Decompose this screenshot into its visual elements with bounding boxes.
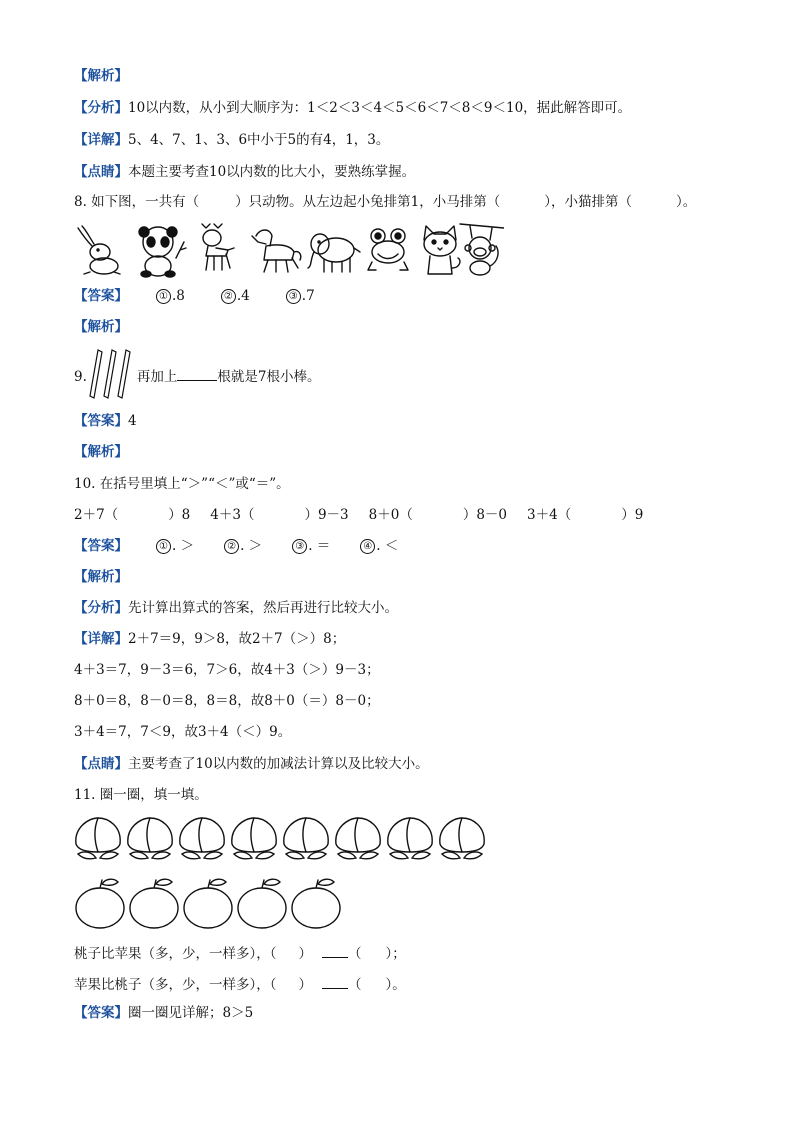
apple-icon	[184, 879, 232, 928]
q8-jiexi: 【解析】	[74, 319, 128, 335]
frog-icon	[368, 229, 408, 270]
peach-icon	[232, 818, 276, 859]
stick-icon	[104, 350, 116, 398]
q9-jiexi: 【解析】	[74, 444, 128, 460]
q10-exprs: 2＋7（ ）8 4＋3（ ）9－3 8＋0（ ）8－0 3＋4（ ）9	[74, 507, 644, 523]
apples-row	[74, 876, 354, 932]
q10-xiangjie-line: 8＋0＝8，8－0＝8，8＝8，故8＋0（＝）8－0；	[74, 693, 380, 709]
q7-jiexi: 【解析】	[74, 68, 128, 84]
q10-title: 10. 在括号里填上“＞”“＜”或“＝”。	[74, 476, 290, 492]
q9-question: 9. 再加上 根就是7根小棒。	[74, 366, 320, 386]
q7-dianjing: 【点睛】本题主要考查10以内数的比大小，要熟练掌握。	[74, 164, 416, 180]
q8-question: 8. 如下图，一共有（ ）只动物。从左边起小兔排第1，小马排第（ ），小猫排第（ ）。	[74, 194, 697, 210]
q11-title: 11. 圈一圈，填一填。	[74, 787, 208, 803]
peach-icon	[388, 818, 432, 859]
q10-dianjing: 【点睛】主要考查了10以内数的加减法计算以及比较大小。	[74, 756, 429, 772]
peach-icon	[128, 818, 172, 859]
peach-icon	[180, 818, 224, 859]
stick-icon	[118, 350, 130, 398]
deer-icon	[202, 224, 234, 270]
q7-fenxi: 【分析】10以内数，从小到大顺序为：1＜2＜3＜4＜5＜6＜7＜8＜9＜10，据此解答即可。	[74, 100, 632, 116]
peach-icon	[76, 818, 120, 859]
q8-answer: 【答案】 ① .8 ② .4 ③ .7	[74, 288, 315, 304]
q11-answer: 【答案】圈一圈见详解；8＞5	[74, 1005, 254, 1021]
q10-xiangjie-line: 4＋3＝7，9－3＝6，7＞6，故4＋3（＞）9－3；	[74, 662, 380, 678]
sticks-illustration	[88, 348, 134, 400]
horse-icon	[252, 230, 301, 272]
cat-icon	[424, 226, 460, 274]
q10-jiexi: 【解析】	[74, 569, 128, 585]
monkey-icon	[460, 224, 504, 275]
stick-icon	[90, 350, 102, 398]
q10-answer: 【答案】 ① . ＞ ② . ＞ ③ . ＝ ④ . ＜	[74, 538, 399, 554]
q11-line1: 桃子比苹果（多，少，一样多），（ ） （ ）；	[74, 943, 406, 963]
apple-icon	[130, 879, 178, 928]
peach-icon	[336, 818, 380, 859]
panda-icon	[139, 227, 186, 277]
peach-icon	[284, 818, 328, 859]
q9-answer: 【答案】4	[74, 413, 137, 429]
q10-fenxi: 【分析】先计算出算式的答案，然后再进行比较大小。	[74, 600, 398, 616]
q11-line2: 苹果比桃子（多，少，一样多），（ ） （ ）。	[74, 974, 406, 994]
peach-icon	[440, 818, 484, 859]
q10-xiangjie-line: 3＋4＝7，7＜9，故3＋4（＜）9。	[74, 724, 292, 740]
peaches-row	[72, 814, 492, 864]
apple-icon	[76, 879, 124, 928]
apple-icon	[238, 879, 286, 928]
rabbit-icon	[78, 226, 120, 274]
q7-xiangjie: 【详解】5、4、7、1、3、6中小于5的有4，1，3。	[74, 132, 390, 148]
animals-illustration	[74, 222, 504, 278]
q10-xiangjie: 【详解】2＋7＝9，9＞8，故2＋7（＞）8；	[74, 631, 346, 647]
apple-icon	[292, 879, 340, 928]
elephant-icon	[308, 234, 360, 272]
